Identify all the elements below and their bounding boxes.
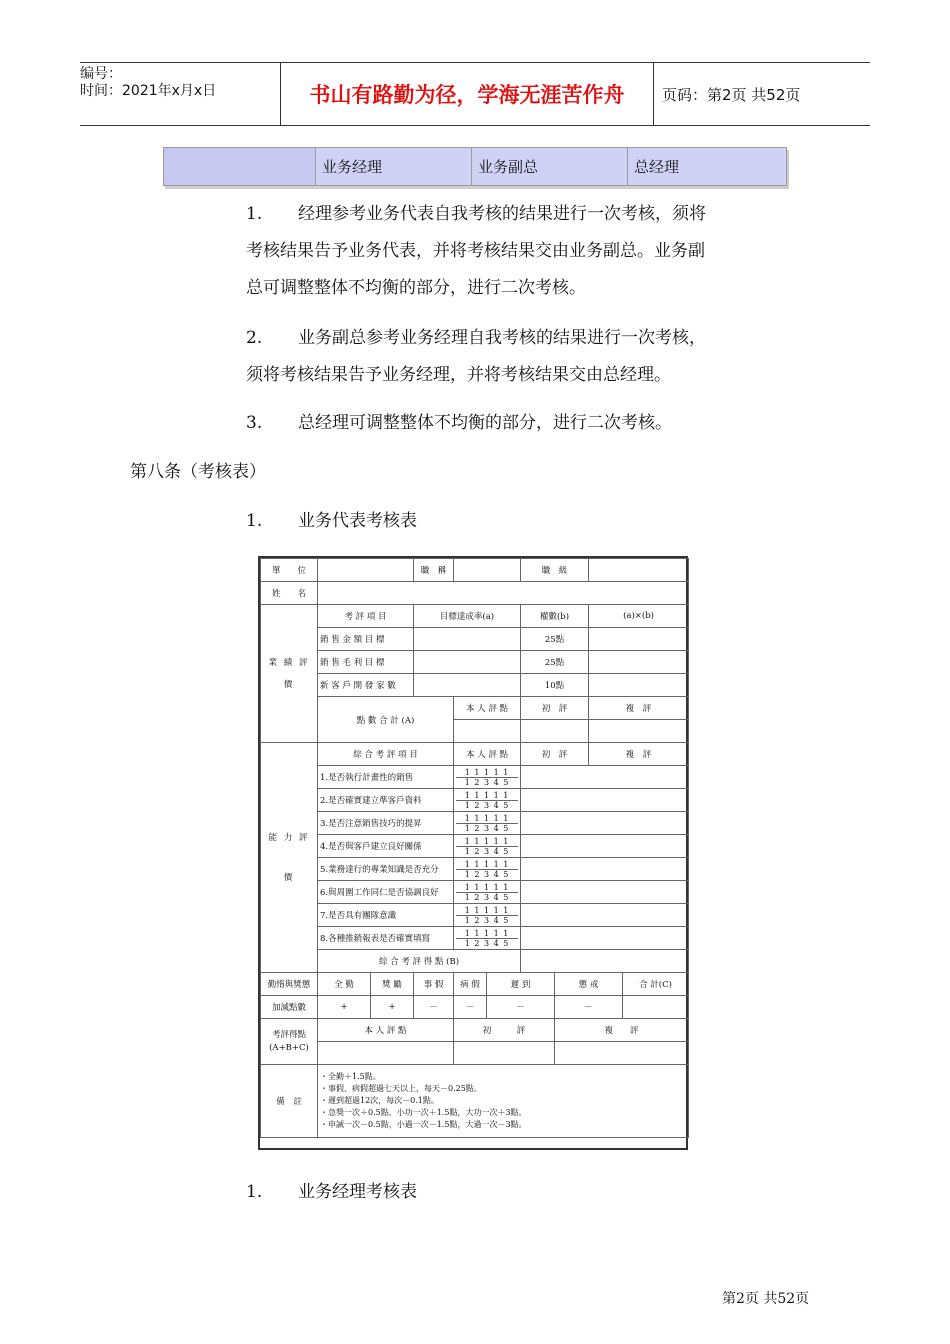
perf-header-rate: 目標達成率(a) (414, 605, 521, 628)
perf-weight: 10點 (521, 674, 589, 697)
perf-item: 新 客 戶 開 發 家 數 (318, 674, 414, 697)
self-eval-label: 本 人 評 點 (454, 697, 521, 720)
scale-bottom: 1 2 3 4 5 (456, 800, 518, 810)
attendance-label: 勤惰與獎懲 (261, 973, 318, 996)
ability-item: 7.是否具有團隊意識 (318, 904, 454, 927)
ability-total-label: 綜 合 考 評 得 點 (B) (318, 950, 521, 973)
scale-top: 1 1 1 1 1 (464, 767, 510, 777)
perf-product-cell (589, 628, 689, 651)
first-eval-cell (521, 720, 589, 743)
adjust-label: 加減點數 (261, 996, 318, 1019)
final-first-label: 初 評 (454, 1019, 555, 1042)
page-header (80, 62, 870, 126)
scale-top: 1 1 1 1 1 (464, 928, 510, 938)
approval-flow-row (163, 147, 787, 186)
adjust-total-cell (623, 996, 689, 1019)
paragraph-number: 2. (246, 328, 263, 348)
scale-top: 1 1 1 1 1 (464, 813, 510, 823)
scale-top: 1 1 1 1 1 (464, 905, 510, 915)
attendance-col: 合 計(C) (623, 973, 689, 996)
paragraph-1-line-1 (246, 196, 706, 233)
final-first-cell (454, 1042, 555, 1065)
scale-bottom: 1 2 3 4 5 (456, 823, 518, 833)
paragraph-text: 经理参考业务代表自我考核的结果进行一次考核，须将 (298, 204, 706, 224)
ability-eval-cell (521, 835, 689, 858)
ability-item: 4.是否與客戶建立良好關係 (318, 835, 454, 858)
perf-item: 銷 售 毛 利 目 標 (318, 651, 414, 674)
attendance-col: 事 假 (414, 973, 454, 996)
ability-item: 3.是否注意銷售技巧的提昇 (318, 812, 454, 835)
page-footer: 第2页 共52页 (722, 1291, 810, 1307)
first-eval-label: 初 評 (521, 743, 589, 766)
note-line: ・全勤＋1.5點。 (320, 1072, 381, 1081)
rating-scale (454, 881, 521, 904)
unit-label: 單 位 (261, 559, 318, 582)
rating-scale (454, 858, 521, 881)
list-text: 业务经理考核表 (298, 1182, 417, 1202)
paragraph-text: 业务副总参考业务经理自我考核的结果进行一次考核， (298, 328, 706, 348)
ability-eval-cell (521, 858, 689, 881)
ability-header: 綜 合 考 評 項 目 (318, 743, 454, 766)
perf-rate-cell (414, 628, 521, 651)
list-number: 1. (246, 1182, 263, 1202)
perf-header-product: (a)×(b) (589, 605, 689, 628)
perf-item: 銷 售 金 額 目 標 (318, 628, 414, 651)
scale-top: 1 1 1 1 1 (464, 790, 510, 800)
adjust-sign: + (371, 996, 414, 1019)
performance-section-label: 業 績 評 價 (261, 605, 318, 743)
ability-eval-cell (521, 766, 689, 789)
paragraph-1-line-3: 总可调整整体不均衡的部分，进行二次考核。 (246, 278, 586, 298)
adjust-sign: － (454, 996, 487, 1019)
adjust-sign: － (555, 996, 623, 1019)
scale-bottom: 1 2 3 4 5 (456, 938, 518, 948)
final-score-label: 考評得點 (A+B+C) (261, 1019, 318, 1065)
grade-label: 職 級 (521, 559, 589, 582)
ability-eval-cell (521, 812, 689, 835)
note-line: ・遲到超過12次，每次－0.1點。 (320, 1096, 439, 1105)
note-line: ・急獎一次＋0.5點，小功一次＋1.5點，大功一次＋3點。 (320, 1108, 527, 1117)
rating-scale (454, 927, 521, 950)
flow-cell-0 (164, 148, 316, 185)
scale-bottom: 1 2 3 4 5 (456, 846, 518, 856)
title-value (454, 559, 521, 582)
perf-rate-cell (414, 651, 521, 674)
rating-scale (454, 766, 521, 789)
note-line: ・事假、病假超過七天以上，每天－0.25點。 (320, 1084, 482, 1093)
flow-cell-manager: 业务经理 (316, 148, 472, 185)
scale-bottom: 1 2 3 4 5 (456, 777, 518, 787)
grade-value (589, 559, 689, 582)
name-value (318, 582, 689, 605)
ability-item: 1.是否執行計畫性的銷售 (318, 766, 454, 789)
article-8-heading: 第八条（考核表） (130, 462, 266, 482)
paragraph-number: 3. (246, 413, 263, 433)
attendance-col: 全 勤 (318, 973, 371, 996)
scale-top: 1 1 1 1 1 (464, 859, 510, 869)
final-self-label: 本 人 評 點 (318, 1019, 454, 1042)
notes-content (318, 1065, 689, 1138)
ability-eval-cell (521, 904, 689, 927)
first-eval-label: 初 評 (521, 697, 589, 720)
list-number: 1. (246, 511, 263, 531)
paragraph-2-line-1 (246, 320, 706, 357)
scale-bottom: 1 2 3 4 5 (456, 892, 518, 902)
scale-top: 1 1 1 1 1 (464, 882, 510, 892)
perf-weight: 25點 (521, 651, 589, 674)
flow-cell-vp: 业务副总 (472, 148, 628, 185)
paragraph-2-line-2: 须将考核结果告予业务经理，并将考核结果交由总经理。 (246, 365, 671, 385)
scale-bottom: 1 2 3 4 5 (456, 869, 518, 879)
notes-label: 備 註 (261, 1065, 318, 1138)
ability-eval-cell (521, 789, 689, 812)
header-motto: 书山有路勤为径，学海无涯苦作舟 (280, 63, 654, 125)
adjust-sign: － (414, 996, 454, 1019)
name-label: 姓 名 (261, 582, 318, 605)
ability-section-label: 能 力 評 價 (261, 743, 318, 973)
paragraph-3 (246, 405, 672, 442)
rating-scale (454, 789, 521, 812)
attendance-col: 獎 勵 (371, 973, 414, 996)
ability-eval-cell (521, 881, 689, 904)
second-eval-label: 複 評 (589, 743, 689, 766)
paragraph-text: 总经理可调整整体不均衡的部分，进行二次考核。 (298, 413, 672, 433)
adjust-sign: + (318, 996, 371, 1019)
second-eval-cell (589, 720, 689, 743)
points-total-label: 點 數 合 計 (A) (318, 697, 454, 743)
note-line: ・申誡一次－0.5點，小過一次－1.5點，大過一次－3點。 (320, 1120, 527, 1129)
perf-product-cell (589, 674, 689, 697)
self-eval-label: 本 人 評 點 (454, 743, 521, 766)
rating-scale (454, 835, 521, 858)
attendance-col: 懲 戒 (555, 973, 623, 996)
title-label: 職 稱 (414, 559, 454, 582)
ability-eval-cell (521, 927, 689, 950)
time-label: 时间：2021年x月x日 (80, 83, 217, 99)
rating-scale (454, 812, 521, 835)
scale-bottom: 1 2 3 4 5 (456, 915, 518, 925)
sales-rep-evaluation-form (258, 556, 688, 1150)
perf-product-cell (589, 651, 689, 674)
final-second-label: 複 評 (555, 1019, 689, 1042)
paragraph-1-line-2: 考核结果告予业务代表，并将考核结果交由业务副总。业务副 (246, 241, 705, 261)
self-eval-cell (454, 720, 521, 743)
paragraph-number: 1. (246, 204, 263, 224)
second-eval-label: 複 評 (589, 697, 689, 720)
code-label: 编号： (80, 66, 122, 82)
perf-rate-cell (414, 674, 521, 697)
perf-header-weight: 權數(b) (521, 605, 589, 628)
attendance-col: 遲 到 (487, 973, 555, 996)
unit-value (318, 559, 414, 582)
scale-top: 1 1 1 1 1 (464, 836, 510, 846)
final-self-cell (318, 1042, 454, 1065)
perf-header-item: 考 評 項 目 (318, 605, 414, 628)
list-item-manager-form (246, 1174, 417, 1211)
ability-total-cell (521, 950, 689, 973)
adjust-sign: － (487, 996, 555, 1019)
ability-item: 2.是否確實建立準客戶資料 (318, 789, 454, 812)
rating-scale (454, 904, 521, 927)
perf-weight: 25點 (521, 628, 589, 651)
attendance-col: 病 假 (454, 973, 487, 996)
list-text: 业务代表考核表 (298, 511, 417, 531)
list-item-sales-rep-form (246, 503, 417, 540)
flow-cell-gm: 总经理 (628, 148, 786, 185)
header-meta (80, 63, 280, 128)
ability-item: 5.業務達行的專業知識是否充分 (318, 858, 454, 881)
final-second-cell (555, 1042, 689, 1065)
ability-item: 8.各種推銷報表是否確實填寫 (318, 927, 454, 950)
ability-item: 6.與周圍工作同仁是否協調良好 (318, 881, 454, 904)
header-page: 页码：第2页 共52页 (662, 85, 801, 104)
